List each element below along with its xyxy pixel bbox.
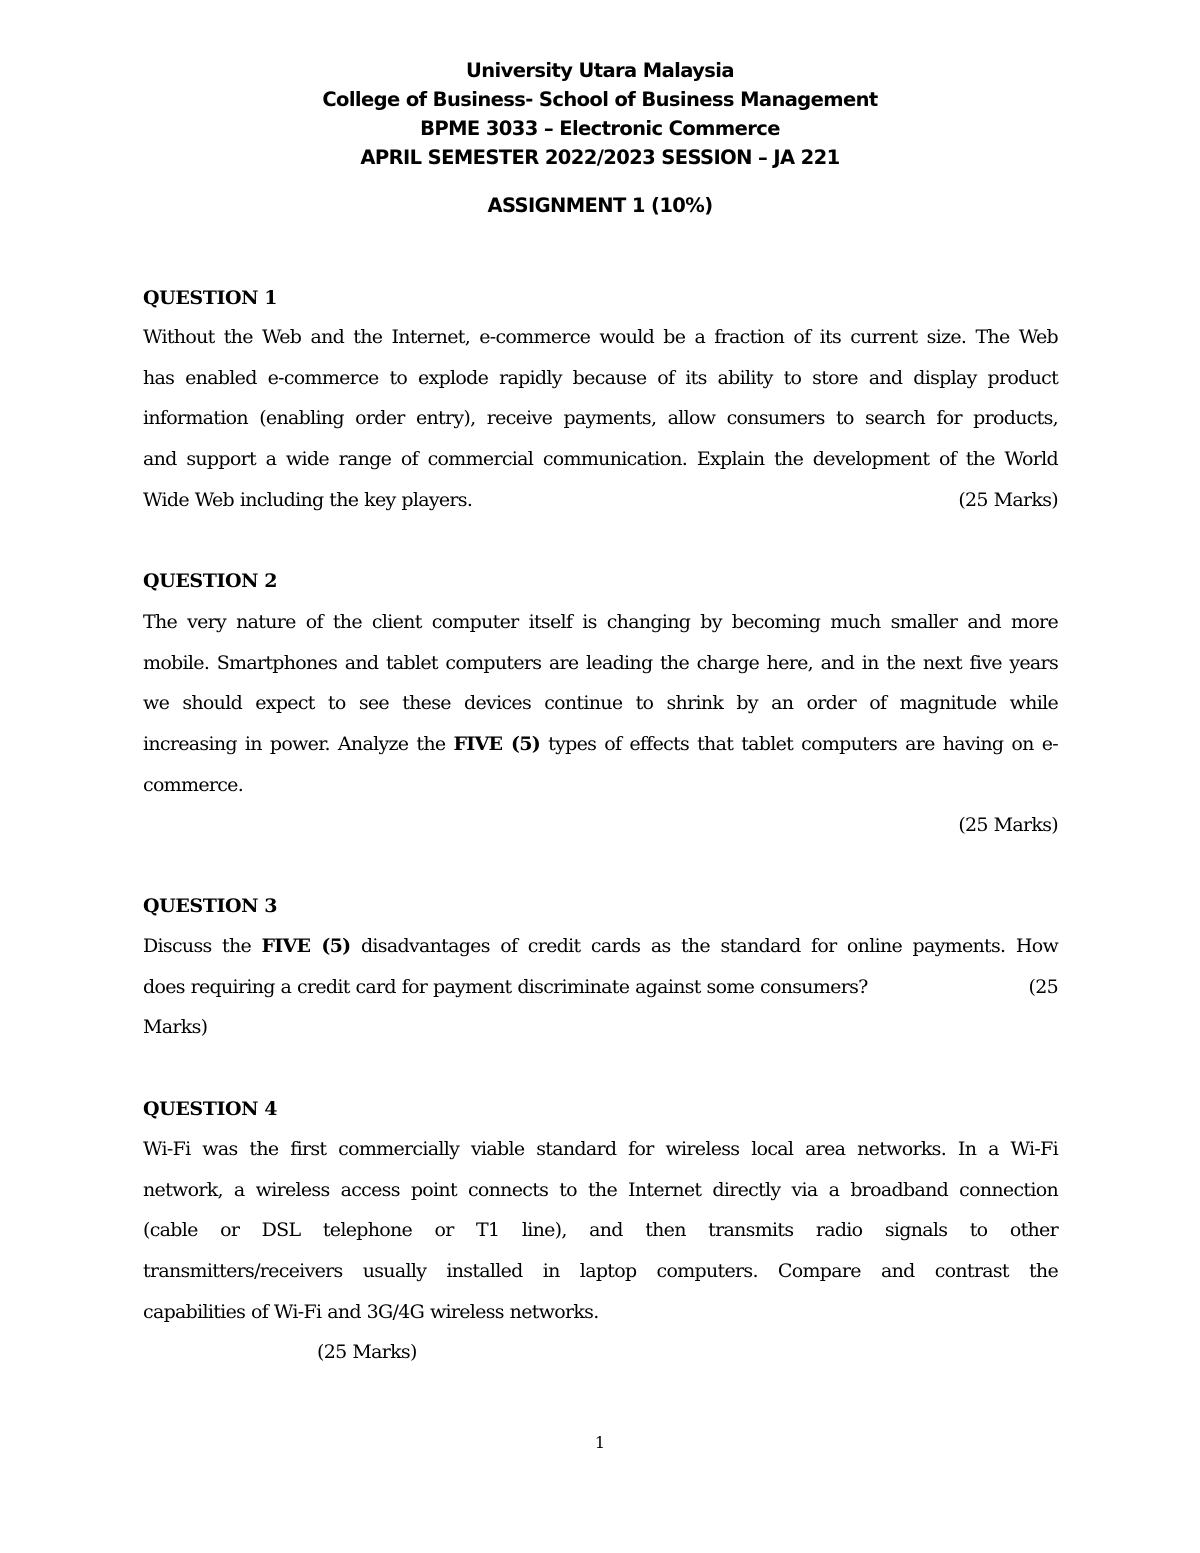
- question-4-line-3: (cable or DSL telephone or T1 line), and then transmits radio signals to other: [143, 1219, 1058, 1242]
- question-1-marks: (25 Marks): [958, 488, 1058, 511]
- question-3-emphasis: FIVE (5): [261, 935, 351, 957]
- question-1-line-5-text: Wide Web including the key players.: [143, 488, 473, 511]
- question-2-title: QUESTION 2: [143, 570, 278, 592]
- question-2-line-4-a: increasing in power. Analyze the: [143, 733, 446, 756]
- question-2-line-5: commerce.: [143, 773, 244, 796]
- question-3-title: QUESTION 3: [143, 895, 278, 917]
- question-4-line-2: network, a wireless access point connects to the Internet directly via a broadband connection: [143, 1178, 1058, 1201]
- question-2-emphasis: FIVE (5): [453, 733, 541, 756]
- question-4-line-1: Wi-Fi was the first commercially viable standard for wireless local area networks. In a Wi-Fi: [143, 1138, 1058, 1160]
- assignment-title: ASSIGNMENT 1 (10%): [487, 194, 713, 217]
- question-3-body: [143, 926, 1058, 1048]
- course-title: BPME 3033 – Electronic Commerce: [420, 117, 780, 140]
- university-name: University Utara Malaysia: [466, 59, 734, 82]
- question-4-marks: (25 Marks): [317, 1341, 417, 1364]
- question-2-line-3: we should expect to see these devices continue to shrink by an order of magnitude while: [143, 692, 1058, 715]
- question-1-line-4: and support a wide range of commercial communication. Explain the development of the World: [143, 448, 1058, 471]
- question-4-title: QUESTION 4: [143, 1098, 278, 1120]
- question-1-line-1: Without the Web and the Internet, e-commerce would be a fraction of its current size. The Web: [143, 326, 1058, 348]
- question-3-line-1-a: Discuss the: [143, 935, 252, 957]
- question-2-line-1: The very nature of the client computer itself is changing by becoming much smaller and more: [143, 611, 1058, 633]
- question-3-line-1-c: disadvantages of credit cards as the standard for online payments. How: [360, 935, 1059, 957]
- question-1-line-5: [143, 480, 1058, 521]
- question-2-marks: (25 Marks): [958, 814, 1058, 837]
- question-1-line-3: information (enabling order entry), receive payments, allow consumers to search for products,: [143, 407, 1058, 430]
- question-2-line-4: [143, 724, 1058, 765]
- question-1-line-2: has enabled e-commerce to explode rapidly because of its ability to store and display product: [143, 366, 1058, 389]
- question-3-marks-part-1: (25: [1028, 975, 1058, 998]
- college-name: College of Business- School of Business Management: [322, 88, 878, 111]
- question-3-line-2-text: does requiring a credit card for payment discriminate against some consumers?: [143, 975, 868, 998]
- question-1-body: [143, 317, 1058, 520]
- question-2-body: [143, 602, 1058, 846]
- question-4-line-5: capabilities of Wi-Fi and 3G/4G wireless networks.: [143, 1300, 599, 1323]
- page-number: 1: [594, 1433, 606, 1452]
- question-2-line-2: mobile. Smartphones and tablet computers are leading the charge here, and in the next five years: [143, 651, 1058, 674]
- question-3-line-2: [143, 967, 1058, 1008]
- question-1-title: QUESTION 1: [143, 287, 278, 309]
- semester-session: APRIL SEMESTER 2022/2023 SESSION – JA 221: [360, 146, 840, 169]
- question-4-body: [143, 1129, 1058, 1373]
- question-2-marks-line: [143, 805, 1058, 846]
- question-3-marks-part-2: Marks): [143, 1016, 208, 1039]
- question-2-line-4-c: types of effects that tablet computers are having on e-: [548, 733, 1059, 756]
- question-3-line-1: [143, 926, 1058, 967]
- question-4-line-4: transmitters/receivers usually installed in laptop computers. Compare and contrast the: [143, 1260, 1058, 1283]
